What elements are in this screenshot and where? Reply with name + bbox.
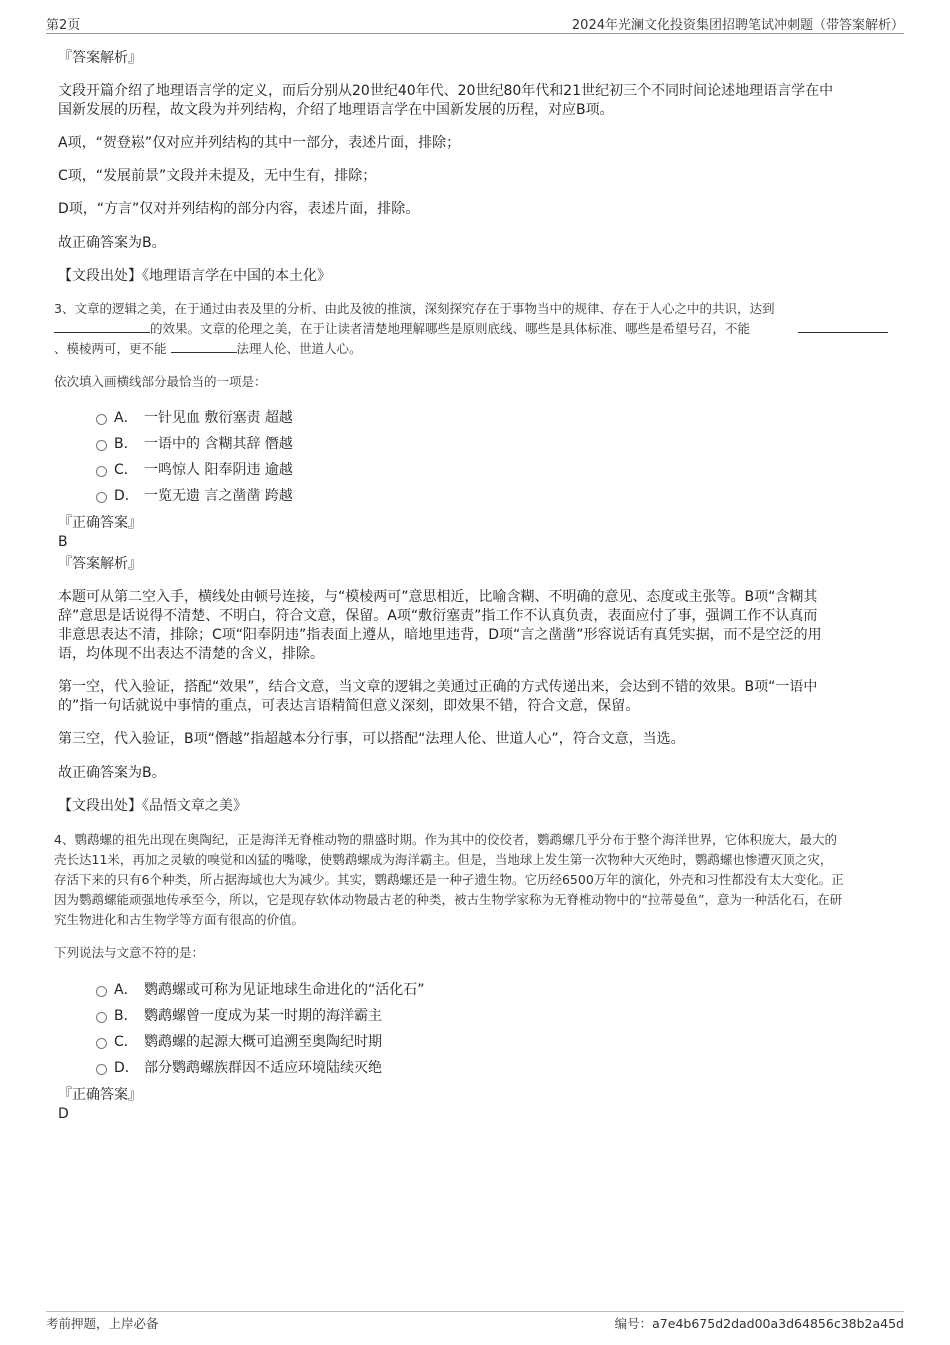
radio-icon[interactable] bbox=[96, 1064, 107, 1075]
question-3-text: 3、文章的逻辑之美，在于通过由表及里的分析、由此及彼的推演，深刻探究存在于事物当中的规律、存在于人心之中的共识，达到 bbox=[54, 301, 775, 316]
analysis-text: 本题可从第二空入手，横线处由顿号连接，与“模棱两可”意思相近，比喻含糊、不明确的意见、态度或主张等。B项“含糊其 bbox=[58, 589, 818, 605]
document-title: 2024年光澜文化投资集团招聘笔试冲刺题（带答案解析） bbox=[571, 18, 904, 33]
radio-icon[interactable] bbox=[96, 414, 107, 425]
analysis-label: 『答案解析』 bbox=[58, 50, 142, 66]
analysis-text: 非意思表达不清，排除；C项“阳奉阴违”指表面上遵从，暗地里违背，D项“言之凿凿”形容说话有真凭实据，而不是空泛的用 bbox=[58, 627, 822, 643]
question-4-text: 4、鹦鹉螺的祖先出现在奥陶纪，正是海洋无脊椎动物的鼎盛时期。作为其中的佼佼者，鹦鹉螺几乎分布于整个海洋世界，它体积庞大，最大的 bbox=[54, 832, 837, 847]
analysis-text: 国新发展的历程，故文段为并列结构，介绍了地理语言学在中国新发展的历程，对应B项。 bbox=[58, 102, 614, 118]
analysis-text: 第一空，代入验证，搭配“效果”，结合文意，当文章的逻辑之美通过正确的方式传递出来，会达到不错的效果。B项“一语中 bbox=[58, 679, 818, 695]
radio-icon[interactable] bbox=[96, 440, 107, 451]
question-4-text: 因为鹦鹉螺能顽强地传承至今，所以，它是现存软体动物最古老的种类，被古生物学家称为无脊椎动物中的“拉蒂曼鱼”，意为一种活化石，在研 bbox=[54, 892, 842, 907]
radio-icon[interactable] bbox=[96, 466, 107, 477]
analysis-text: A项，“贺登崧”仅对应并列结构的其中一部分，表述片面，排除； bbox=[58, 135, 461, 151]
question-4-text: 存活下来的只有6个种类，所占据海域也大为减少。其实，鹦鹉螺还是一种孑遗生物。它历经6500万年的演化，外壳和习性都没有太大变化。正 bbox=[54, 872, 844, 887]
analysis-label: 『答案解析』 bbox=[58, 556, 142, 572]
radio-icon[interactable] bbox=[96, 1012, 107, 1023]
footer-divider bbox=[46, 1311, 904, 1312]
answer-value: B bbox=[58, 534, 68, 550]
fill-blank bbox=[171, 339, 237, 353]
page-header bbox=[46, 14, 904, 34]
question-3-text: 、模棱两可，更不能 法理人伦、世道人心。 bbox=[54, 341, 362, 356]
fill-blank bbox=[798, 319, 888, 333]
answer-label: 『正确答案』 bbox=[58, 515, 142, 531]
source-text: 【文段出处】《品悟文章之美》 bbox=[58, 798, 247, 814]
question-4-text: 壳长达11米，再加之灵敏的嗅觉和凶猛的嘴喙，使鹦鹉螺成为海洋霸主。但是，当地球上发生第一次物种大灭绝时，鹦鹉螺也惨遭灭顶之灾， bbox=[54, 852, 833, 867]
question-3-prompt: 依次填入画横线部分最恰当的一项是： bbox=[54, 374, 267, 389]
page-footer bbox=[46, 1314, 904, 1334]
analysis-text: 文段开篇介绍了地理语言学的定义，而后分别从20世纪40年代、20世纪80年代和21世纪初三个不同时间论述地理语言学在中 bbox=[58, 83, 834, 99]
analysis-text: C项，“发展前景”文段并未提及，无中生有，排除； bbox=[58, 168, 377, 184]
analysis-text: 辞”意思是话说得不清楚、不明白，符合文意，保留。A项“敷衍塞责”指工作不认真负责，表面应付了事，强调工作不认真而 bbox=[58, 608, 818, 624]
question-3-text bbox=[798, 319, 888, 339]
header-divider bbox=[46, 33, 904, 34]
page-number: 第2页 bbox=[46, 18, 81, 33]
radio-icon[interactable] bbox=[96, 492, 107, 503]
question-3-text: 的效果。文章的伦理之美，在于让读者清楚地理解哪些是原则底线、哪些是具体标准、哪些是希望号召，不能 bbox=[54, 319, 750, 339]
analysis-text: 第三空，代入验证，B项“僭越”指超越本分行事，可以搭配“法理人伦、世道人心”，符合文意，当选。 bbox=[58, 731, 685, 747]
source-text: 【文段出处】《地理语言学在中国的本土化》 bbox=[58, 268, 331, 284]
document-code: 编号：a7e4b675d2dad00a3d64856c38b2a45d bbox=[614, 1316, 904, 1331]
analysis-text: 的”指一句话就说中事情的重点，可表达言语精简但意义深刻，即效果不错，符合文意，保留。 bbox=[58, 698, 640, 714]
radio-icon[interactable] bbox=[96, 1038, 107, 1049]
answer-label: 『正确答案』 bbox=[58, 1087, 142, 1103]
radio-icon[interactable] bbox=[96, 986, 107, 997]
conclusion-text: 故正确答案为B。 bbox=[58, 765, 166, 781]
answer-value: D bbox=[58, 1106, 69, 1122]
footer-slogan: 考前押题，上岸必备 bbox=[46, 1316, 159, 1331]
fill-blank bbox=[54, 319, 150, 333]
conclusion-text: 故正确答案为B。 bbox=[58, 235, 166, 251]
question-4-prompt: 下列说法与文意不符的是： bbox=[54, 945, 205, 960]
analysis-text: D项，“方言”仅对并列结构的部分内容，表述片面，排除。 bbox=[58, 201, 420, 217]
analysis-text: 语，均体现不出表达不清楚的含义，排除。 bbox=[58, 646, 324, 662]
question-4-text: 究生物进化和古生物学等方面有很高的价值。 bbox=[54, 912, 305, 927]
